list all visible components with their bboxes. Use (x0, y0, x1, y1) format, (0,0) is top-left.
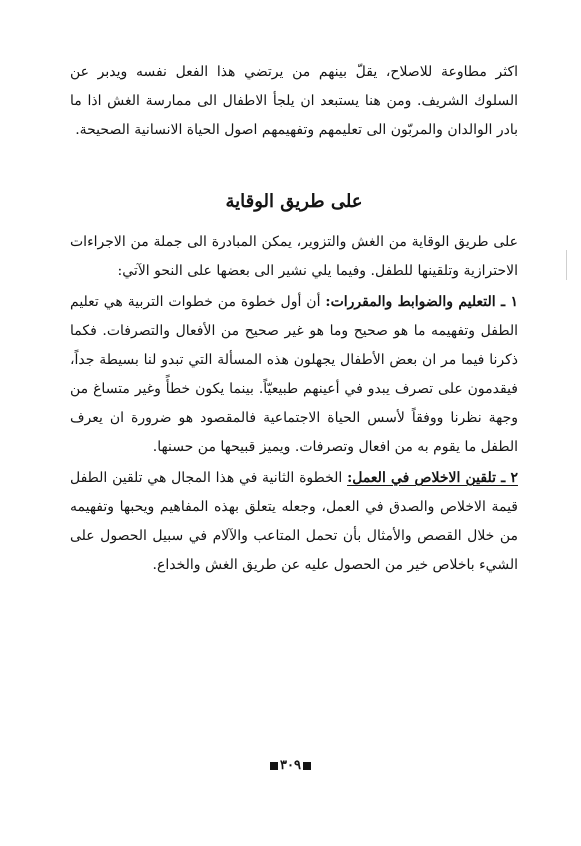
list-item-1 (70, 288, 518, 462)
list-item-2-text: الخطوة الثانية في هذا المجال هي تلقين الطفل قيمة الاخلاص والصدق في العمل، وجعله يتعلق بهذه المفاهيم ويحبها وتفهيمه من خلال القصص والأمثال بأن تحمل المتاعب والآلام في سبيل الحصول على الشيء باخلاص خير من الحصول عليه عن طريق الغش والخداع. (70, 470, 518, 573)
list-item-1-lead: ١ ـ التعليم والضوابط والمقررات: (325, 294, 518, 310)
intro-paragraph-block (70, 58, 518, 145)
section-intro-paragraph: على طريق الوقاية من الغش والتزوير، يمكن المبادرة الى جملة من الاجراءات الاحترازية وتلقينها للطفل. وفيما يلي نشير الى بعضها على النحو الآتي: (70, 234, 518, 279)
list-item-2 (70, 464, 518, 580)
section-body (70, 228, 518, 580)
square-ornament-icon (270, 762, 278, 770)
list-item-2-lead: ٢ ـ تلقين الاخلاص في العمل: (347, 470, 518, 486)
square-ornament-icon (303, 762, 311, 770)
section-heading: على طريق الوقاية (225, 191, 363, 212)
page-number (0, 758, 581, 773)
page-number-value: ٣٠٩ (280, 758, 301, 773)
list-item-1-text: أن أول خطوة من خطوات التربية هي تعليم الطفل وتفهيمه ما هو صحيح وما هو غير صحيح من الأفعال والتصرفات. فكما ذكرنا فيما مر ان بعض الأطفال يجهلون هذه المسألة التي تبدو لنا بسيطة جداً، فيقدمون على تصرف يبدو في أعينهم طبيعيّاً. بينما يكون خطأً وغير متساغ من وجهة نظرنا ووفقاً لأسس الحياة الاجتماعية فالمقصود هو ضرورة ان يعرف الطفل ما يقوم به من افعال وتصرفات. ويميز قبيحها من حسنها. (70, 294, 518, 455)
intro-paragraph: اكثر مطاوعة للاصلاح، يقلّ بينهم من يرتضي هذا الفعل نفسه ويدبر عن السلوك الشريف. ومن هنا يستبعد ان يلجأ الاطفال الى ممارسة الغش اذا ما بادر الوالدان والمربّون الى تعليمهم وتفهيمهم اصول الحياة الانسانية الصحيحة. (70, 64, 518, 138)
margin-divider (566, 250, 567, 280)
